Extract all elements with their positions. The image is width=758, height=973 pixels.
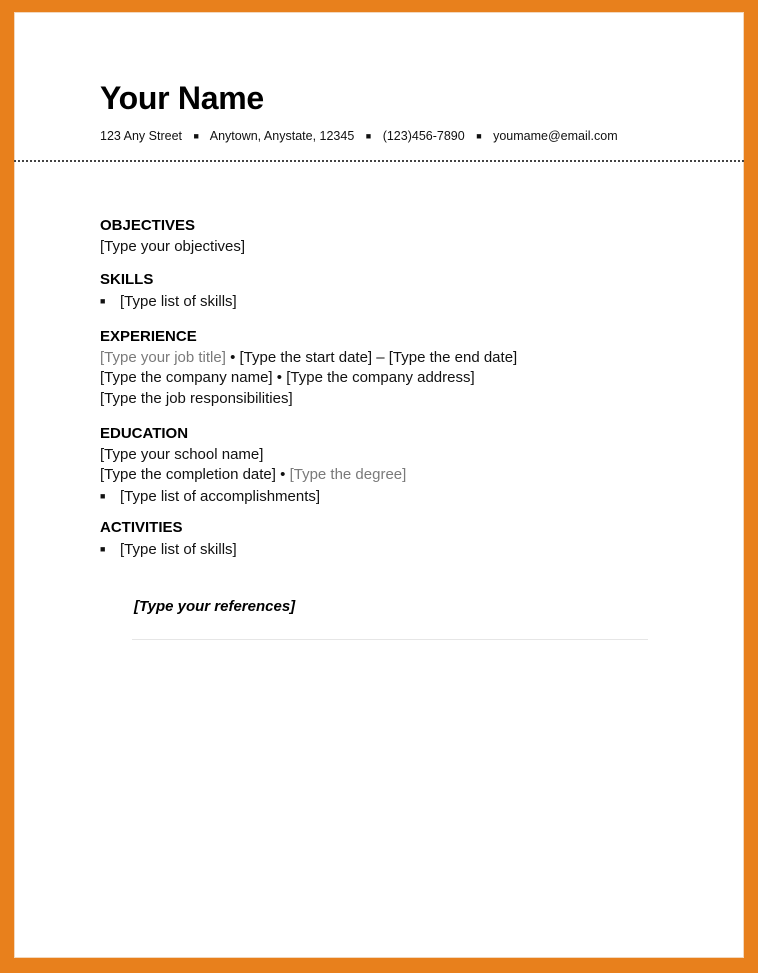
bullet-square-icon: ■ bbox=[100, 490, 106, 501]
bullet-square-icon: ■ bbox=[100, 295, 106, 306]
activities-heading: ACTIVITIES bbox=[100, 519, 183, 536]
resume-name[interactable]: Your Name bbox=[100, 80, 264, 116]
education-section bbox=[100, 424, 406, 507]
contact-city[interactable]: Anytown, Anystate, 12345 bbox=[209, 129, 355, 143]
activities-list-item[interactable] bbox=[100, 539, 237, 561]
objectives-heading: OBJECTIVES bbox=[100, 217, 196, 234]
skills-item-text[interactable]: [Type list of skills] bbox=[120, 292, 237, 310]
contact-phone[interactable]: (123)456-7890 bbox=[382, 129, 465, 143]
experience-title-line bbox=[100, 348, 517, 369]
experience-heading: EXPERIENCE bbox=[100, 328, 197, 345]
accomplishments-text[interactable]: [Type list of accomplishments] bbox=[120, 487, 321, 505]
separator-square-icon: ■ bbox=[193, 131, 199, 141]
education-heading: EDUCATION bbox=[100, 425, 189, 442]
experience-company-line bbox=[100, 368, 517, 389]
objectives-text[interactable]: [Type your objectives] bbox=[100, 237, 246, 255]
education-degree-line bbox=[100, 465, 406, 486]
contact-line bbox=[100, 129, 618, 143]
header-divider bbox=[14, 160, 744, 162]
references-rule bbox=[132, 639, 648, 640]
accomplishments-list-item[interactable] bbox=[100, 486, 406, 508]
activities-item-text[interactable]: [Type list of skills] bbox=[120, 540, 237, 558]
dot-separator: • bbox=[276, 369, 283, 386]
degree[interactable]: [Type the degree] bbox=[289, 466, 407, 483]
references-text[interactable]: [Type your references] bbox=[134, 598, 296, 615]
skills-heading: SKILLS bbox=[100, 271, 154, 288]
job-dates[interactable]: [Type the start date] – [Type the end date] bbox=[239, 348, 518, 366]
company-name[interactable]: [Type the company name] bbox=[100, 369, 273, 386]
job-title[interactable]: [Type your job title] bbox=[100, 348, 226, 366]
activities-section bbox=[100, 518, 237, 560]
separator-square-icon: ■ bbox=[476, 131, 482, 141]
job-responsibilities[interactable]: [Type the job responsibilities] bbox=[100, 389, 293, 407]
contact-email[interactable]: youmame@email.com bbox=[493, 129, 618, 143]
completion-date[interactable]: [Type the completion date] bbox=[100, 466, 276, 483]
experience-section bbox=[100, 327, 517, 409]
company-address[interactable]: [Type the company address] bbox=[286, 369, 475, 386]
skills-section bbox=[100, 270, 237, 312]
school-name[interactable]: [Type your school name] bbox=[100, 445, 264, 463]
separator-square-icon: ■ bbox=[365, 131, 372, 141]
contact-street[interactable]: 123 Any Street bbox=[100, 129, 183, 143]
bullet-square-icon: ■ bbox=[100, 543, 106, 554]
skills-list-item[interactable] bbox=[100, 291, 237, 313]
dot-separator: • bbox=[280, 466, 286, 483]
resume-page bbox=[14, 12, 744, 958]
objectives-section bbox=[100, 216, 245, 257]
dot-separator: • bbox=[230, 348, 236, 366]
